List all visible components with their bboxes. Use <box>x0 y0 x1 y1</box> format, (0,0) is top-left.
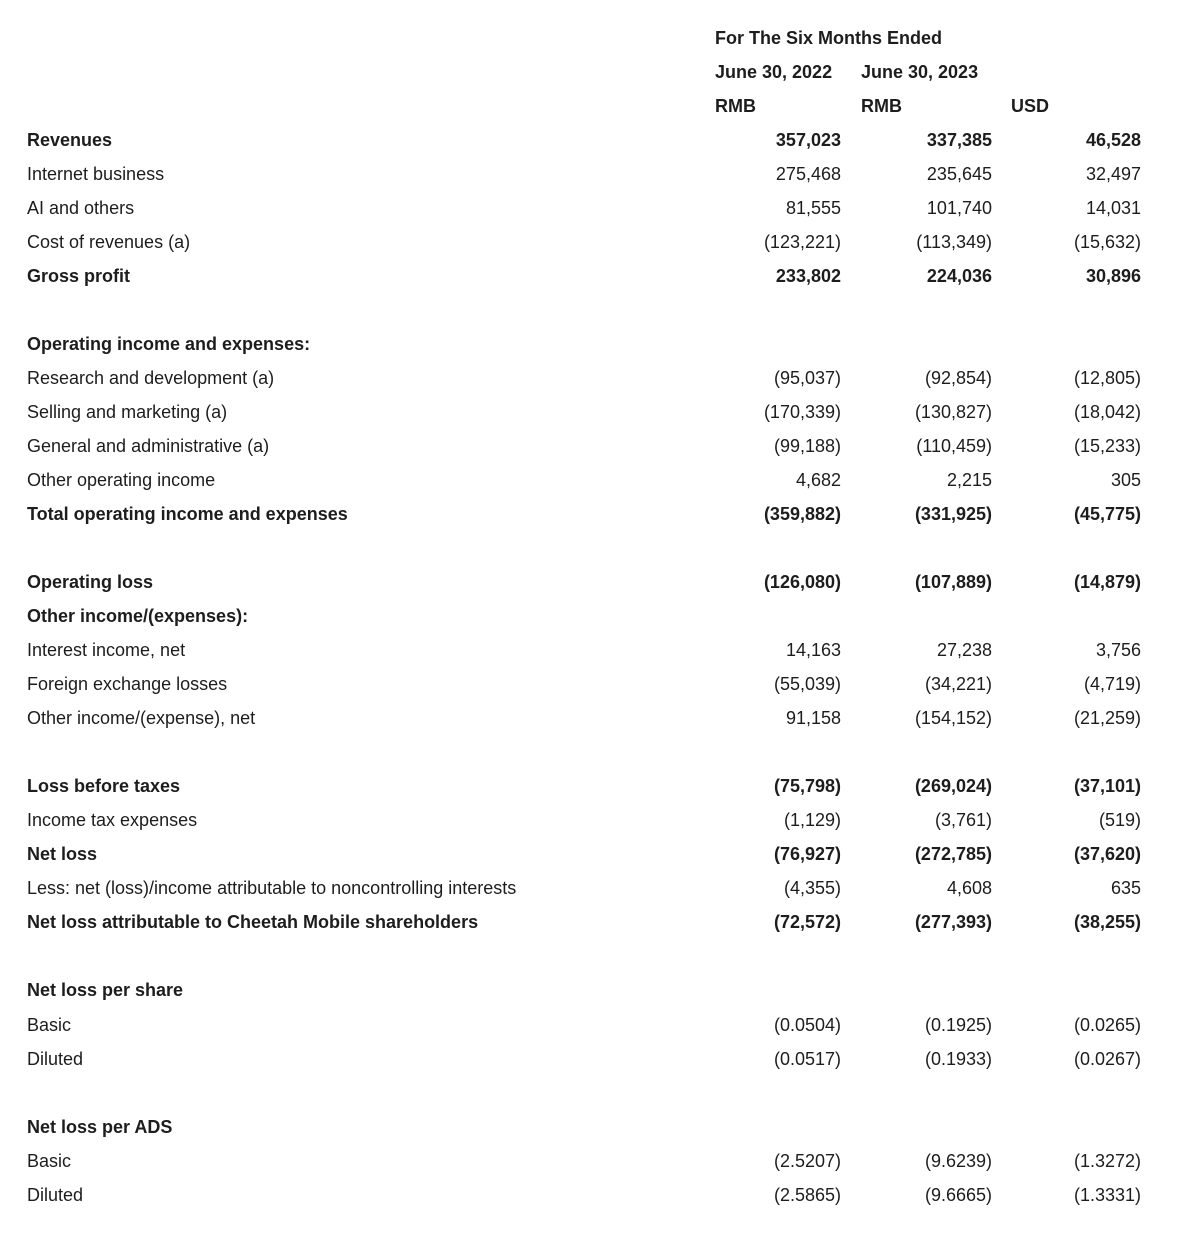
col3-currency-header: USD <box>1011 96 1050 116</box>
table-row <box>0 702 1199 736</box>
cell-2022-rmb: (359,882) <box>763 504 841 524</box>
table-row <box>0 396 1199 430</box>
cell-2022-rmb: (126,080) <box>763 572 841 592</box>
row-label: Cost of revenues (a) <box>27 232 191 252</box>
cell-2023-usd: 3,756 <box>1095 640 1141 660</box>
row-label: Other operating income <box>27 470 216 490</box>
row-label: Gross profit <box>27 266 131 286</box>
row-label: Less: net (loss)/income attributable to noncontrolling interests <box>27 878 517 898</box>
col2-currency-header: RMB <box>861 96 902 116</box>
row-label: Other income/(expense), net <box>27 708 256 728</box>
table-row <box>0 804 1199 838</box>
cell-2022-rmb: (2.5865) <box>773 1185 841 1205</box>
cell-2023-usd: (15,632) <box>1073 232 1141 252</box>
row-label: Diluted <box>27 1049 84 1069</box>
cell-2023-rmb: 2,215 <box>946 470 992 490</box>
table-row <box>0 770 1199 804</box>
section-heading <box>0 600 1199 634</box>
cell-2023-rmb: (113,349) <box>916 232 992 252</box>
cell-2022-rmb: (170,339) <box>763 402 841 422</box>
cell-2023-usd: (45,775) <box>1073 504 1141 524</box>
cell-2023-usd: (0.0267) <box>1073 1049 1141 1069</box>
table-row <box>0 362 1199 396</box>
row-label: Basic <box>27 1151 72 1171</box>
cell-2023-rmb: (107,889) <box>914 572 992 592</box>
cell-2022-rmb: (0.0504) <box>773 1015 841 1035</box>
table-row <box>0 906 1199 940</box>
table-row <box>0 498 1199 532</box>
cell-2023-usd: (1.3272) <box>1073 1151 1141 1171</box>
section-heading <box>0 974 1199 1008</box>
cell-2023-rmb: (9.6239) <box>924 1151 992 1171</box>
cell-2023-rmb: (0.1925) <box>924 1015 992 1035</box>
table-row <box>0 872 1199 906</box>
cell-2022-rmb: (99,188) <box>773 436 841 456</box>
cell-2022-rmb: (1,129) <box>783 810 841 830</box>
row-label: Internet business <box>27 164 165 184</box>
cell-2023-usd: 30,896 <box>1085 266 1141 286</box>
row-label: Loss before taxes <box>27 776 181 796</box>
cell-2022-rmb: 357,023 <box>775 130 841 150</box>
cell-2023-rmb: 27,238 <box>936 640 992 660</box>
table-row <box>0 668 1199 702</box>
cell-2023-usd: (21,259) <box>1073 708 1141 728</box>
section-heading <box>0 1111 1199 1145</box>
cell-2023-rmb: (130,827) <box>914 402 992 422</box>
cell-2022-rmb: (76,927) <box>773 844 841 864</box>
row-label: AI and others <box>27 198 135 218</box>
row-label: Operating income and expenses: <box>27 334 311 354</box>
row-label: Research and development (a) <box>27 368 275 388</box>
row-label: Net loss <box>27 844 98 864</box>
table-row <box>0 430 1199 464</box>
table-row <box>0 1043 1199 1077</box>
cell-2023-rmb: (9.6665) <box>924 1185 992 1205</box>
cell-2023-rmb: 337,385 <box>926 130 992 150</box>
cell-2023-usd: (14,879) <box>1073 572 1141 592</box>
row-label: Total operating income and expenses <box>27 504 348 524</box>
row-label: Interest income, net <box>27 640 186 660</box>
cell-2023-rmb: (272,785) <box>914 844 992 864</box>
section-heading <box>0 328 1199 362</box>
cell-2023-rmb: (92,854) <box>924 368 992 388</box>
cell-2023-usd: (37,620) <box>1073 844 1141 864</box>
cell-2022-rmb: (4,355) <box>783 878 841 898</box>
row-label: Net loss attributable to Cheetah Mobile shareholders <box>27 912 479 932</box>
cell-2023-usd: 14,031 <box>1085 198 1141 218</box>
row-label: Net loss per share <box>27 980 184 1000</box>
cell-2023-usd: 305 <box>1110 470 1141 490</box>
cell-2023-usd: (18,042) <box>1073 402 1141 422</box>
table-row <box>0 1179 1199 1213</box>
cell-2023-rmb: (331,925) <box>914 504 992 524</box>
cell-2022-rmb: (95,037) <box>773 368 841 388</box>
row-label: Basic <box>27 1015 72 1035</box>
cell-2023-usd: (15,233) <box>1073 436 1141 456</box>
table-row <box>0 1009 1199 1043</box>
cell-2023-usd: (4,719) <box>1083 674 1141 694</box>
table-row <box>0 634 1199 668</box>
table-row <box>0 464 1199 498</box>
col1-date-header: June 30, 2022 <box>715 62 833 82</box>
cell-2023-rmb: (154,152) <box>914 708 992 728</box>
cell-2023-usd: 46,528 <box>1085 130 1141 150</box>
row-label: General and administrative (a) <box>27 436 270 456</box>
cell-2023-usd: 32,497 <box>1085 164 1141 184</box>
table-row <box>0 226 1199 260</box>
row-label: Foreign exchange losses <box>27 674 228 694</box>
cell-2023-usd: 635 <box>1110 878 1141 898</box>
cell-2023-rmb: (3,761) <box>934 810 992 830</box>
cell-2023-rmb: 4,608 <box>946 878 992 898</box>
table-row <box>0 1145 1199 1179</box>
cell-2023-rmb: 235,645 <box>926 164 992 184</box>
cell-2023-usd: (519) <box>1098 810 1141 830</box>
cell-2022-rmb: 275,468 <box>775 164 841 184</box>
col2-date-header: June 30, 2023 <box>861 62 979 82</box>
cell-2023-rmb: 101,740 <box>926 198 992 218</box>
cell-2022-rmb: 14,163 <box>785 640 841 660</box>
table-row <box>0 158 1199 192</box>
cell-2023-usd: (12,805) <box>1073 368 1141 388</box>
cell-2022-rmb: (2.5207) <box>773 1151 841 1171</box>
period-header: For The Six Months Ended <box>715 28 943 48</box>
row-label: Other income/(expenses): <box>27 606 249 626</box>
table-row <box>0 192 1199 226</box>
col1-currency-header: RMB <box>715 96 756 116</box>
cell-2023-rmb: (34,221) <box>924 674 992 694</box>
cell-2023-usd: (1.3331) <box>1073 1185 1141 1205</box>
cell-2023-rmb: (269,024) <box>914 776 992 796</box>
cell-2023-rmb: (0.1933) <box>924 1049 992 1069</box>
cell-2023-rmb: (277,393) <box>914 912 992 932</box>
table-row <box>0 260 1199 294</box>
cell-2022-rmb: 233,802 <box>775 266 841 286</box>
cell-2022-rmb: 91,158 <box>785 708 841 728</box>
cell-2023-usd: (38,255) <box>1073 912 1141 932</box>
row-label: Revenues <box>27 130 113 150</box>
cell-2023-rmb: 224,036 <box>926 266 992 286</box>
cell-2022-rmb: 4,682 <box>795 470 841 490</box>
cell-2023-usd: (37,101) <box>1073 776 1141 796</box>
cell-2022-rmb: (123,221) <box>763 232 841 252</box>
row-label: Income tax expenses <box>27 810 198 830</box>
row-label: Diluted <box>27 1185 84 1205</box>
cell-2022-rmb: (72,572) <box>773 912 841 932</box>
cell-2022-rmb: (0.0517) <box>773 1049 841 1069</box>
cell-2022-rmb: (55,039) <box>773 674 841 694</box>
table-row <box>0 124 1199 158</box>
row-label: Selling and marketing (a) <box>27 402 228 422</box>
table-row <box>0 566 1199 600</box>
table-row <box>0 838 1199 872</box>
cell-2022-rmb: (75,798) <box>773 776 841 796</box>
cell-2022-rmb: 81,555 <box>785 198 841 218</box>
row-label: Operating loss <box>27 572 154 592</box>
cell-2023-usd: (0.0265) <box>1073 1015 1141 1035</box>
row-label: Net loss per ADS <box>27 1117 173 1137</box>
cell-2023-rmb: (110,459) <box>916 436 992 456</box>
